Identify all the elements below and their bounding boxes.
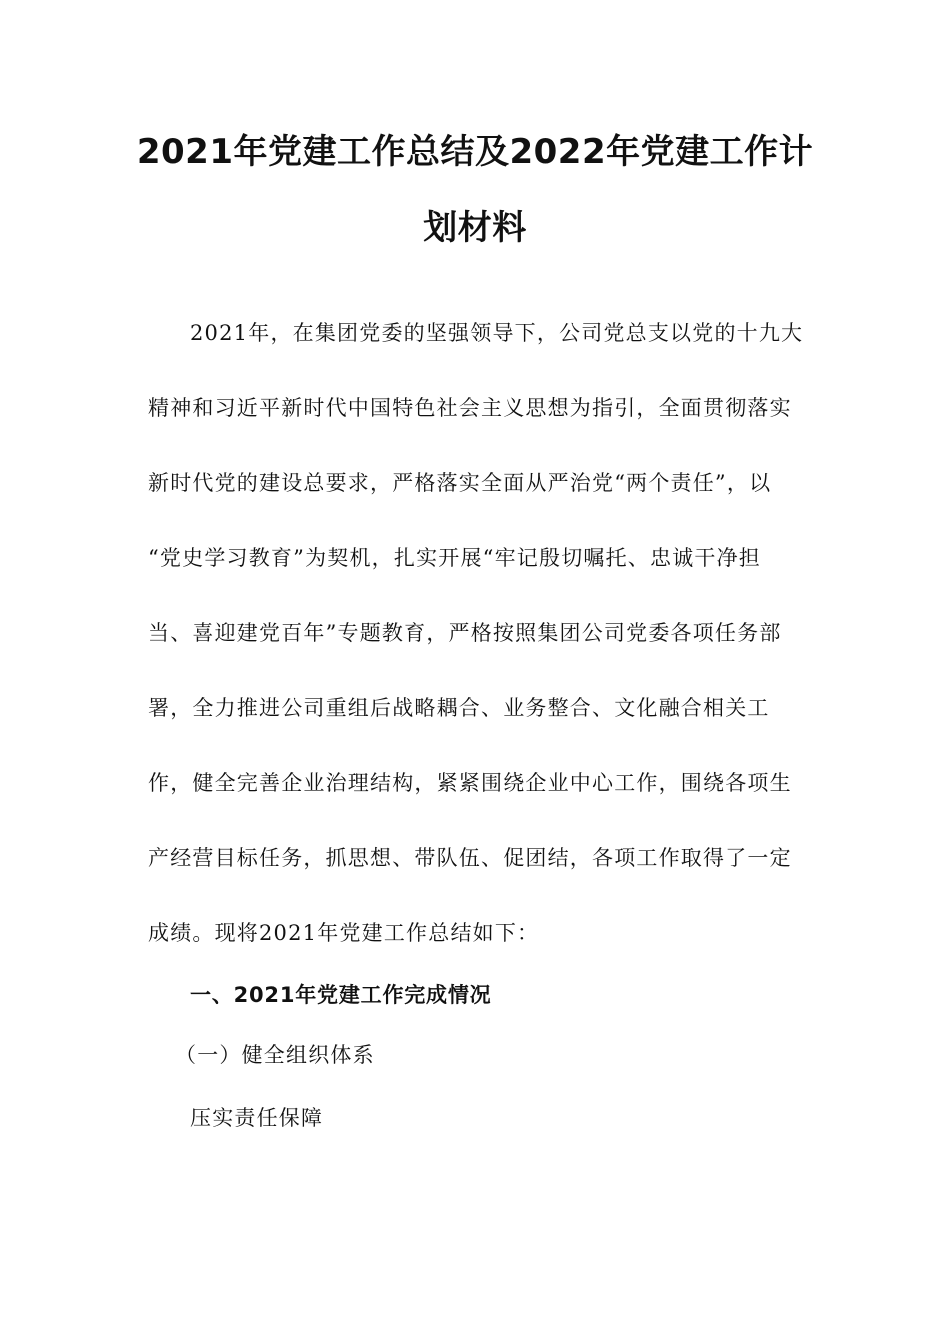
paragraph-line: 新时代党的建设总要求，严格落实全面从严治党“两个责任”，以 xyxy=(148,471,772,495)
document-title-line-1: 2021年党建工作总结及2022年党建工作计 xyxy=(136,132,814,172)
document-title-line-2: 划材料 xyxy=(423,208,527,248)
section-heading: 一、2021年党建工作完成情况 xyxy=(190,983,492,1007)
paragraph-line: “党史学习教育”为契机，扎实开展“牢记殷切嘱托、忠诚干净担 xyxy=(148,546,762,570)
paragraph-line: 署，全力推进公司重组后战略耦合、业务整合、文化融合相关工 xyxy=(148,696,770,720)
paragraph-line: 2021年，在集团党委的坚强领导下，公司党总支以党的十九大 xyxy=(190,321,804,345)
sub-item: 压实责任保障 xyxy=(190,1106,324,1130)
paragraph-line: 成绩。现将2021年党建工作总结如下： xyxy=(148,921,540,945)
paragraph-line: 作，健全完善企业治理结构，紧紧围绕企业中心工作，围绕各项生 xyxy=(148,771,792,795)
paragraph-line: 产经营目标任务，抓思想、带队伍、促团结，各项工作取得了一定 xyxy=(148,846,792,870)
paragraph-line: 当、喜迎建党百年”专题教育，严格按照集团公司党委各项任务部 xyxy=(148,621,782,645)
paragraph-line: 精神和习近平新时代中国特色社会主义思想为指引，全面贯彻落实 xyxy=(148,396,792,420)
subsection-heading: （一）健全组织体系 xyxy=(175,1043,375,1067)
